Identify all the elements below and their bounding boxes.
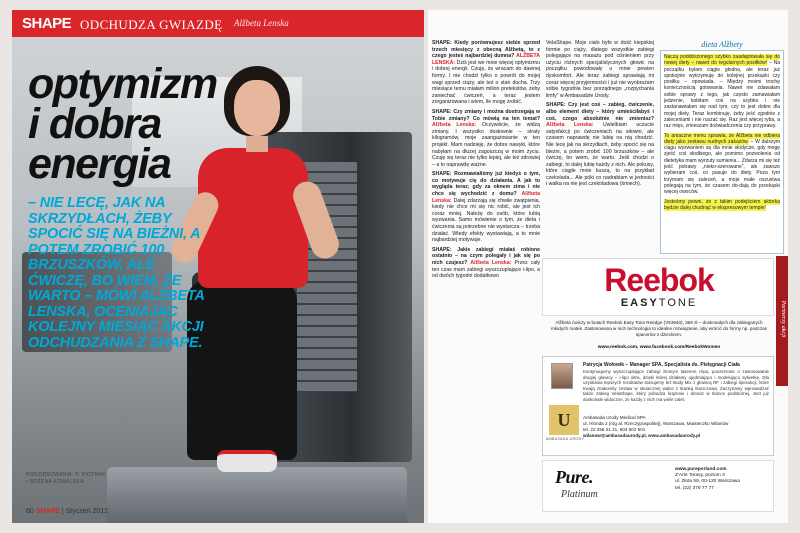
partners-strip xyxy=(776,256,788,386)
diet-paragraph: To amaczne menu sprawia, że Alžbeta nie odbiera diety jako zestawu nudnych zakazów. – W dalszym ciągu wyzwaniem są dla mnie słodycze, gdy mogę zjeść coś słodkiego, ale pomimo pozwolenia od dietetyka mam wyrzuty sumienia... Zdarza mi się też jeść potrawy „nieko-szerowane”, ale zawsze wybieram coś, co pasuje do diety. Poza tym trzymam się zaleceń, a moje małe oszustwa polegają na tym, że czasem do-dają do przekąski więcej owoców. xyxy=(664,132,780,196)
article-author: Alžbeta Lenska xyxy=(234,18,289,28)
page-footer: 60 SHAPE | Styczeń 2012 xyxy=(26,508,109,515)
right-page xyxy=(428,10,788,523)
platinum-logo: Platinum xyxy=(561,489,598,500)
reebok-logo: Reebok xyxy=(604,262,714,298)
expert-photo xyxy=(551,363,573,389)
partner-spa-box xyxy=(542,356,774,456)
headline-line: optymizm xyxy=(28,60,217,108)
magazine-brand: SHAPE xyxy=(22,15,72,32)
machine-base xyxy=(107,467,407,523)
diet-sidebar xyxy=(660,50,784,254)
qa-block: SHAPE: Czy jest coś – zabieg, ćwiczenie, albo element diety – który umieściłabyś i coś, czego absolutnie nie zmienisz? Alžbeta Lenska: Uwielbiam uczucie satysfakcji po ćwiczeniach na siłowni, ale czasem naprawdę nie lubię na nią chodzić. Nie lecę jak na skrzydłach, żeby spocić się na bieżni, a potem zrobić 100 brzuszków – ale ćwiczę, bo wiem, że warto. Jeśli chodzi o zabiegi, to dalej lubię każdy z nich. Ale pokusy, które ciągle mnie kuszą, to na przykład czekolada... Ale póki co nadrabiam w jedności i walka na nie jest czekoladowa (śmiech). xyxy=(546,102,654,188)
diet-box-title: dieta Alžbety xyxy=(701,40,743,49)
reebok-caption: Alžbeta ćwiczy w butach Reebok Easy Tone Reedge (V53940), 369 zł – doskonałych dla zabieganych młodych matek. Zastosowana w nich technologia to idealne rozwiązanie, aby wrócić do formy np. podczas spacerów z dzieckiem. xyxy=(550,320,768,337)
page-number: 60 xyxy=(26,508,34,515)
reebok-ad xyxy=(542,258,774,316)
ambasada-urody-logo: U xyxy=(549,405,579,435)
headline-line: i dobra xyxy=(28,100,161,148)
ambasada-contact: Ambasada Urody Medical SPA ul. Hlonda 2 (róg al. Rzeczypospolitej), Warszawa, Miasteczko Wilanów tel. 22 255 21 21, 604 502 501 wilanow@ambasadaurody.pl, www.ambasadaurody.pl xyxy=(583,415,729,438)
expert-text: Kontynuujemy wyszczuplające zabiegi zimnym laserem i-lipo, poszerzone o zastosowanie drugiej głowicy – i-lipo ultra, dzięki której działamy ujędrniająco i modelująco sylwetkę. Dla uzyskania lepszych rezultatów stosujemy też Body Mix z głowicą RF i zabiegi liposukcji, które trwają znakomity zestaw w skutecznej walce z tkanką tłuszczową. Zaczynamy wprowadzać także zabieg VelaShape, który pobudza krążenie i drenaż w tkance podskórnej. Jest już doskonale widoczne, że każdy z nich ma wiele zalet. xyxy=(583,369,769,402)
qa-block: VelaShape. Moje ciało było w dość kiepskiej formie po ciąży, dlatego wszystkie zabiegi polegające na masażu pod ciśnieniem przy użyciu różnych specjalistycznych głowic na początku powodowały u mnie pewien dyskomfort. Ale teraz zabiegi sprawiają mi coraz więcej przyjemności i już nie wyobrażam sobie tygodnia bez porządnego „rozpychania limfy” w Ambasadzie Urody. xyxy=(546,40,654,99)
ambasada-urody-logo-text: AMBASADA URODY xyxy=(545,437,585,441)
diet-paragraph: Naczą podobszonego szybko zaadaptowała się do nowej diety – nawet do regularnych posiłków! – Na początku byłam ciągle głodna, ale teraz już spokojnie wytrzymuję do kolejnej przekąski czy posiłku – opowiada. – Między moimi trochę koniecznością gotowania. Nawet nie zdawałam sobie sprawy z tego, jak często zamawiałam jedzenie, kobitam coś na szybko i nie zastanawiałam się nad tym, czy to jest dobre dla mojej diety. Teraz kombinuję, żeby jeść zgodnie z zaleceniami i nie ruszać się. Raz jest więcej ryba, a raz mięs, zmieszam doświadczenia czy przyprawy. xyxy=(664,54,781,130)
easytone-logo: EASYTONE xyxy=(620,297,698,309)
left-page xyxy=(12,10,424,523)
qa-block: SHAPE: Czy zmiany i można dostrzegają w Tobie zmiany? Co mówią na ten temat? Alžbeta Lenska: Oczywiście, że widzą zmiany. I wszystko dosłownie – straty kilogramów, moje zaangażowanie w ten projekt. Mam nadzieję, że dobre nawyki, które nabyłam na dłużej zagoszczą w moim życiu. Czuję się teraz nie tylko lepiej, ale też zdrowiej – a to naprawdę ważne. xyxy=(432,108,540,168)
pure-platinum-ad xyxy=(542,460,774,512)
footer-brand: SHAPE xyxy=(35,508,60,515)
qa-block: SHAPE: Jakie zabiegi miałaś robione ostatnio – na czym polegały i jak się po nich czujesz? Alžbeta Lenska: Przez cały ten czas mam zabiegi wyszczuplające i-lipo, a od dwóch tygodni dodatkowo xyxy=(432,246,540,280)
woman-shoe xyxy=(217,450,277,472)
partners-label: Partnerzy akcji xyxy=(780,300,786,338)
headline xyxy=(28,60,258,188)
headline-line: energia xyxy=(28,140,171,188)
qa-block: SHAPE: Kiedy porównujesz siebie sprzed trzech miesięcy z obecną Alžbetą, to z czego jesteś najbardziej dumna? ALŽBETA LENSKA: Dziś jest we mnie więcej optymizmu i dobrej energii. Czuję, że wracam do dawnej formy. I nie chodzi tylko o powrót do mojej wagi sprzed ciąży, ale też o stan ducha. Trzy miesiące temu miałam milion pretekstów, żeby zaniechać ćwiczeń, a teraz jestem zorganizowana i wiem, ile mogę zrobić. xyxy=(432,40,540,106)
pure-contact: www.pureporland.com Z'Arte Tarasy, poziom 3 ul. Złota 59, 00-120 Warszawa tel. (22) 379 77 77 xyxy=(675,467,740,491)
pull-quote: – NIE LECĘ, JAK NA SKRZYDŁACH, ŻEBY SPOCIĆ SIĘ NA BIEŻNI, A POTEM ZROBIĆ 100 BRZUSZKÓW, ALE ĆWICZĘ, BO WIEM, ŻE WARTO – MÓWI ALŽBETA LENSKA, OCENIAJĄC KOLEJNY MIESIĄC AKCJI ODCHUDZANIA Z SHAPE. xyxy=(28,195,205,351)
photo-credit: PODZIĘKOWANIA: P. PIOTRAK • BOŻENA KOWALSKA xyxy=(26,472,106,485)
reebok-url: www.reebok.com, www.facebook.com/ReebokWomen xyxy=(597,345,721,350)
section-title: ODCHUDZA GWIAZDĘ xyxy=(80,17,223,32)
expert-name: Patrycja Wołowik – Manager SPA, Specjalista ds. Pielęgnacji Ciała xyxy=(583,362,740,368)
pure-logo: Pure. xyxy=(555,467,593,487)
article-column-1 xyxy=(432,40,540,283)
page-header xyxy=(12,10,424,37)
article-column-2 xyxy=(546,40,654,191)
qa-block: SHAPE: Rozmawialiśmy już kiedyś o tym, co motywuje cię do działania. A jak to wygląda teraz; gdy za oknem zima i nie chce się wychodzić z domu? Alžbeta Lenska: Dalej zdarzają się chwile zwątpienia, kiedy nie chce mi się nic robić, ale jest ich coraz mniej. Należę do osób, które lubią wyzwania. Samo mówienie o tym, że dieta i ćwiczenia są potrzebne nie wystarcza – trzeba działać. Wtedy efekty wystawiają, a to mnie najbardziej motywuje. xyxy=(432,171,540,244)
diet-paragraph: Jesteśmy pewni, że z takim podejściem aktorka będzie dalej chudnąć w ekspresowym tempie! xyxy=(664,198,780,211)
footer-issue: Styczeń 2012 xyxy=(65,508,109,515)
